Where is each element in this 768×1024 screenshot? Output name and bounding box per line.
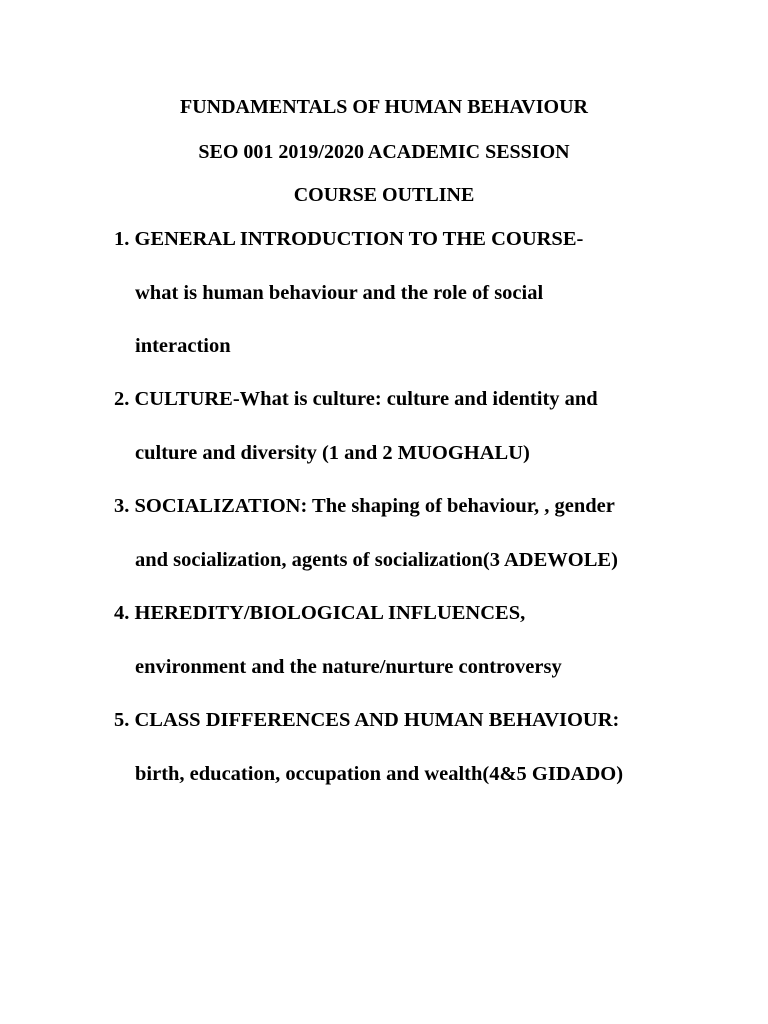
section-heading: COURSE OUTLINE: [293, 184, 475, 206]
outline-item-line: environment and the nature/nurture controversy: [135, 656, 562, 678]
outline-item-line: what is human behaviour and the role of social: [135, 282, 544, 304]
outline-item-line: 3. SOCIALIZATION: The shaping of behaviour, , gender: [114, 495, 615, 517]
outline-item-line: 4. HEREDITY/BIOLOGICAL INFLUENCES,: [114, 602, 526, 624]
outline-item-line: 1. GENERAL INTRODUCTION TO THE COURSE-: [114, 228, 584, 250]
outline-item-line: 5. CLASS DIFFERENCES AND HUMAN BEHAVIOUR:: [114, 709, 620, 731]
outline-item-line: and socialization, agents of socialization(3 ADEWOLE): [135, 549, 618, 571]
outline-item-line: birth, education, occupation and wealth(4&5 GIDADO): [135, 763, 624, 785]
outline-item-line: culture and diversity (1 and 2 MUOGHALU): [135, 442, 530, 464]
outline-item-line: interaction: [135, 335, 231, 357]
document-subtitle: SEO 001 2019/2020 ACADEMIC SESSION: [198, 141, 570, 163]
outline-item-line: 2. CULTURE-What is culture: culture and identity and: [114, 388, 598, 410]
document-title: FUNDAMENTALS OF HUMAN BEHAVIOUR: [180, 96, 588, 118]
